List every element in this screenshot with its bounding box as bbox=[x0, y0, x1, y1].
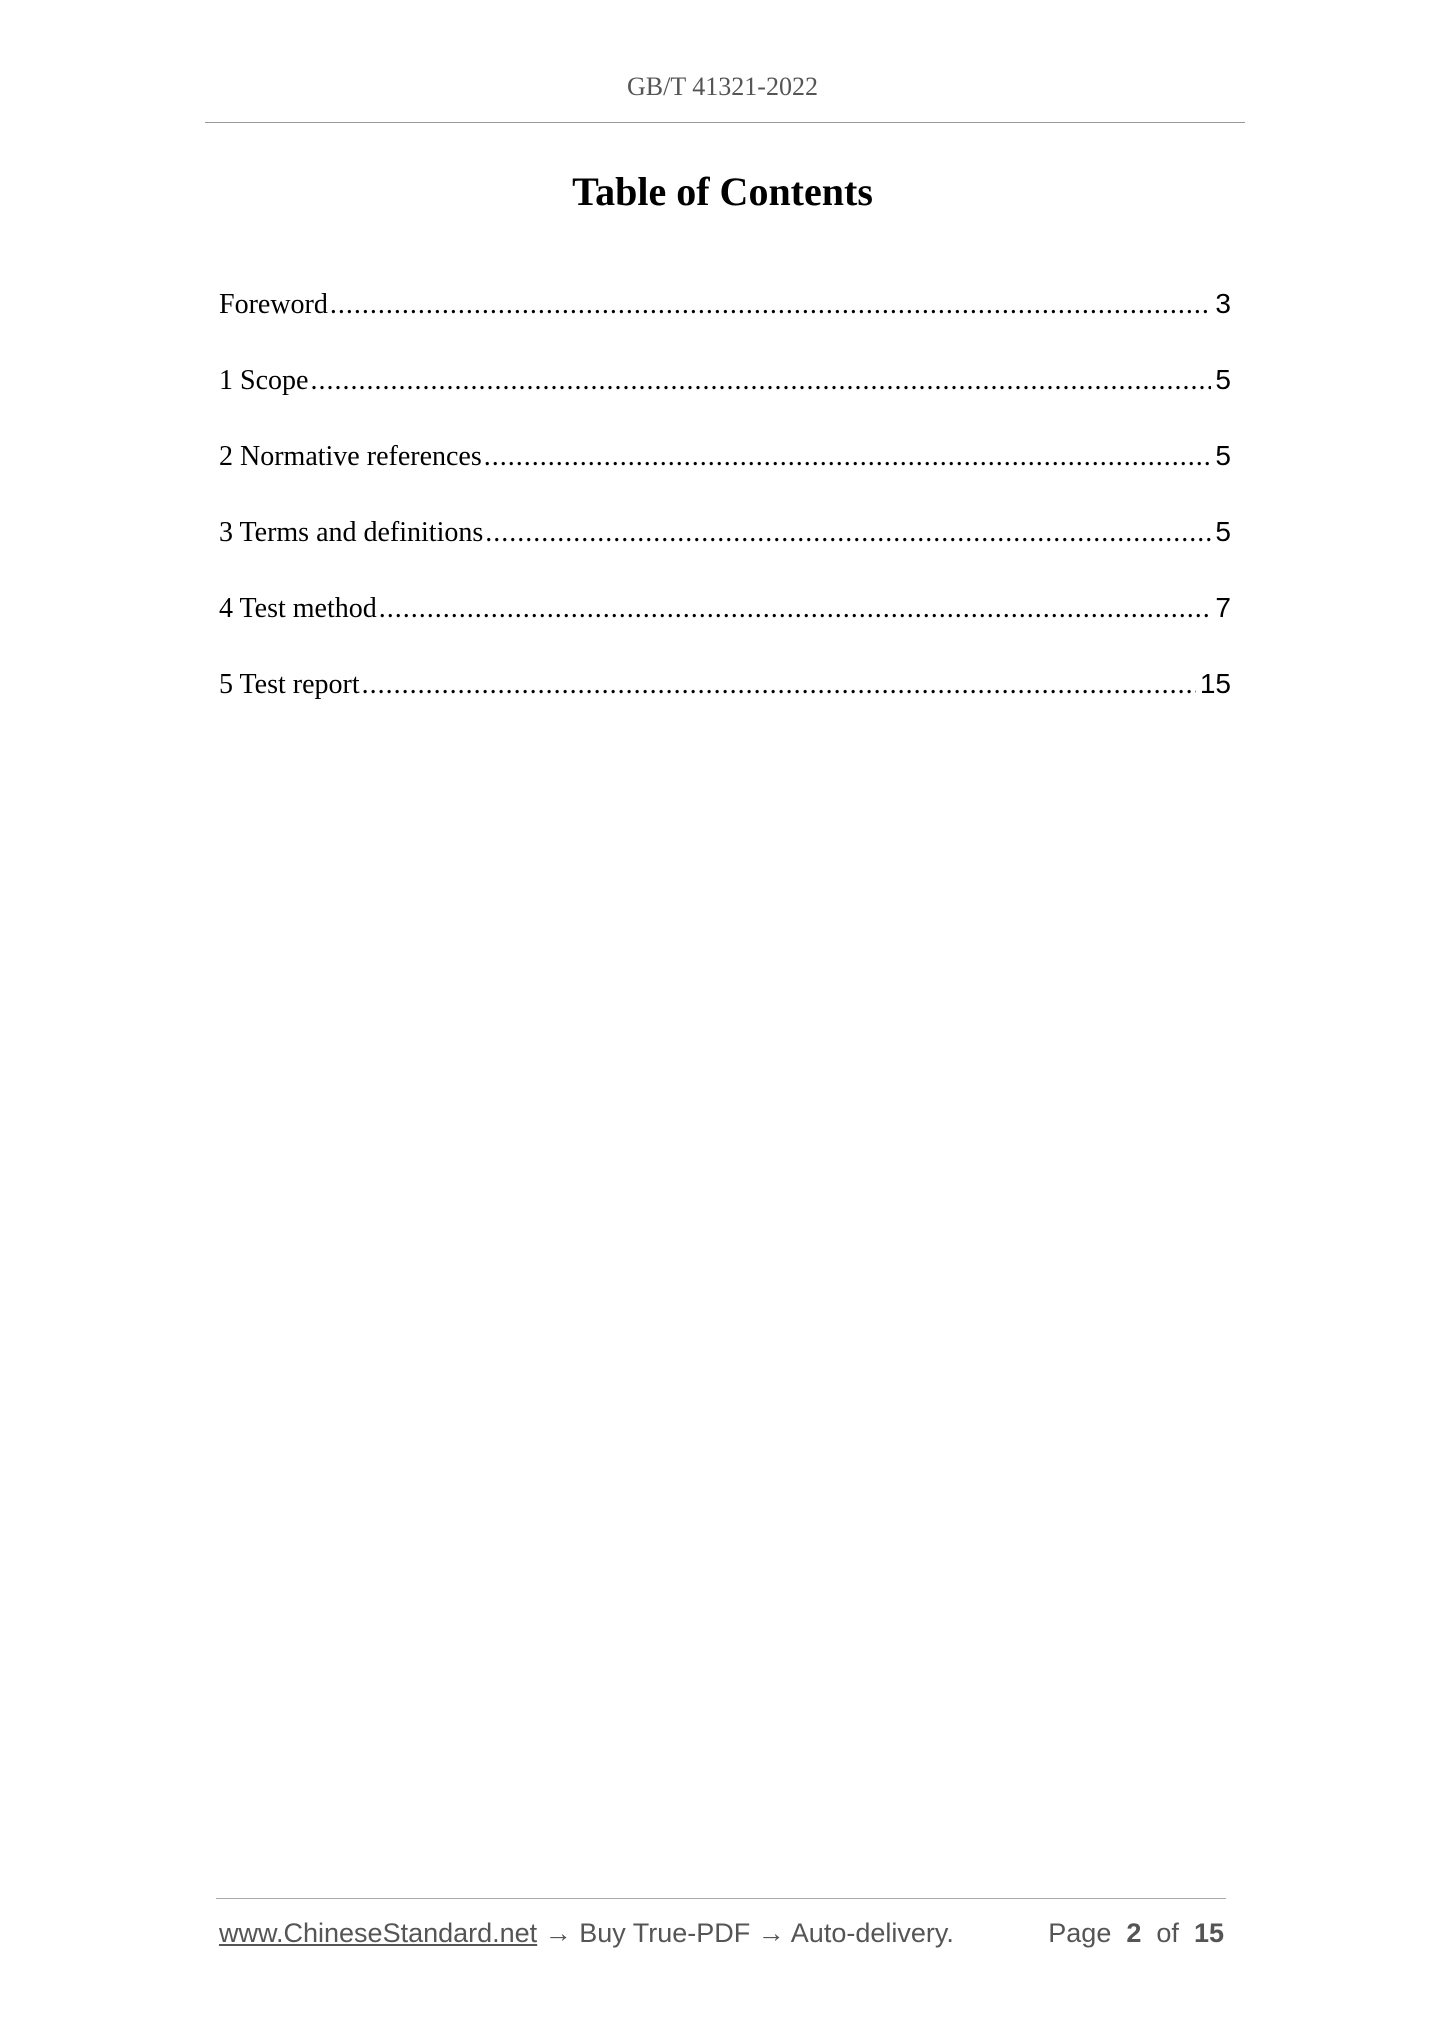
toc-entry-terms-and-definitions[interactable] bbox=[219, 516, 1231, 592]
page-word: Page bbox=[1048, 1918, 1112, 1948]
document-code-header: GB/T 41321-2022 bbox=[627, 72, 818, 101]
toc-entry-test-method[interactable] bbox=[219, 592, 1231, 668]
total-pages-number: 15 bbox=[1193, 1918, 1224, 1948]
buy-pdf-text: Buy True-PDF bbox=[579, 1918, 751, 1948]
toc-dot-leader bbox=[310, 365, 1211, 397]
toc-list bbox=[219, 288, 1231, 744]
toc-entry-label: 4 Test method bbox=[219, 593, 377, 624]
toc-entry-page: 7 bbox=[1215, 592, 1231, 623]
toc-entry-page: 5 bbox=[1215, 516, 1231, 547]
footer-promo bbox=[219, 1918, 954, 1949]
page-footer bbox=[219, 1918, 1224, 1958]
toc-dot-leader bbox=[484, 441, 1212, 473]
header-divider bbox=[205, 122, 1245, 123]
arrow-right-icon: → bbox=[757, 1918, 785, 1948]
of-word: of bbox=[1156, 1918, 1179, 1948]
toc-entry-page: 5 bbox=[1215, 364, 1231, 395]
toc-dot-leader bbox=[485, 517, 1211, 549]
current-page-number: 2 bbox=[1126, 1918, 1142, 1948]
toc-entry-scope[interactable] bbox=[219, 364, 1231, 440]
toc-entry-page: 5 bbox=[1215, 440, 1231, 471]
toc-entry-page: 3 bbox=[1215, 288, 1231, 319]
toc-entry-label: 5 Test report bbox=[219, 669, 360, 700]
toc-entry-foreword[interactable] bbox=[219, 288, 1231, 364]
toc-entry-label: 1 Scope bbox=[219, 365, 309, 396]
page-number-indicator bbox=[1048, 1918, 1224, 1949]
toc-dot-leader bbox=[330, 289, 1212, 321]
toc-entry-label: Foreword bbox=[219, 289, 328, 320]
toc-title: Table of Contents bbox=[572, 169, 873, 214]
toc-entry-normative-references[interactable] bbox=[219, 440, 1231, 516]
toc-entry-test-report[interactable] bbox=[219, 668, 1231, 744]
toc-dot-leader bbox=[362, 669, 1196, 701]
toc-dot-leader bbox=[379, 593, 1212, 625]
footer-divider bbox=[216, 1898, 1226, 1899]
website-link[interactable]: www.ChineseStandard.net bbox=[219, 1918, 538, 1948]
arrow-right-icon: → bbox=[544, 1918, 572, 1948]
auto-delivery-text: Auto-delivery. bbox=[790, 1918, 954, 1948]
toc-entry-page: 15 bbox=[1199, 668, 1231, 699]
toc-entry-label: 3 Terms and definitions bbox=[219, 517, 484, 548]
toc-entry-label: 2 Normative references bbox=[219, 441, 482, 472]
